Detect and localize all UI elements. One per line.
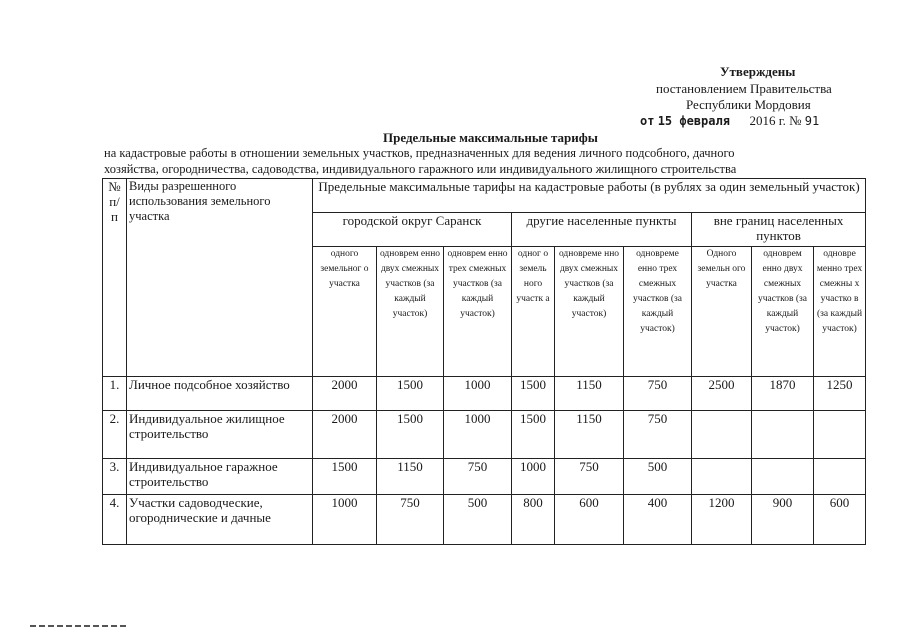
tariff-cell: 1500 [377, 411, 444, 459]
subheader-two-plots: одновреме нно двух смежных участков (за каждый участок) [555, 247, 624, 377]
row-number: 2. [103, 411, 127, 459]
tariff-cell: 1200 [692, 495, 752, 545]
table-row [103, 459, 866, 495]
tariff-cell: 1870 [752, 377, 814, 411]
col-header-number: № п/ п [103, 179, 127, 377]
tariff-cell: 750 [555, 459, 624, 495]
subheader-two-plots: одноврем енно двух смежных участков (за каждый участок) [377, 247, 444, 377]
tariff-cell [752, 459, 814, 495]
tariff-cell: 1500 [512, 377, 555, 411]
tariff-cell: 1000 [313, 495, 377, 545]
tariff-cell: 750 [444, 459, 512, 495]
tariff-cell: 2500 [692, 377, 752, 411]
tariff-cell [692, 411, 752, 459]
tariff-cell: 600 [555, 495, 624, 545]
tariff-cell: 1150 [555, 377, 624, 411]
tariff-cell: 1250 [814, 377, 866, 411]
approval-heading: Утверждены [720, 64, 796, 79]
approval-region: Республики Мордовия [686, 97, 811, 112]
tariff-cell: 1000 [444, 411, 512, 459]
tariff-table [102, 178, 866, 545]
document-subtitle-line-1: на кадастровые работы в отношении земельных участков, предназначенных для ведения личного подсобного, дачного [104, 146, 735, 160]
tariff-cell: 750 [377, 495, 444, 545]
row-number: 4. [103, 495, 127, 545]
tariff-cell: 600 [814, 495, 866, 545]
tariff-cell: 1500 [512, 411, 555, 459]
col-header-kind: Виды разрешенного использования земельного участка [127, 179, 313, 377]
approval-date-line [640, 113, 819, 129]
tariff-cell [814, 459, 866, 495]
subheader-single-plot: одного земельног о участка [313, 247, 377, 377]
tariff-cell: 1500 [377, 377, 444, 411]
tariff-cell: 1150 [555, 411, 624, 459]
subheader-single-plot: Одного земельн ого участка [692, 247, 752, 377]
subheader-three-plots: одновреме енно трех смежных участков (за каждый участок) [624, 247, 692, 377]
row-number: 1. [103, 377, 127, 411]
tariff-cell: 800 [512, 495, 555, 545]
tariff-cell: 400 [624, 495, 692, 545]
approval-date: 15 февраля [657, 114, 730, 128]
table-row [103, 495, 866, 545]
approval-authority: постановлением Правительства [656, 81, 832, 96]
row-kind: Участки садоводческие, огороднические и дачные [127, 495, 313, 545]
row-kind: Индивидуальное гаражное строительство [127, 459, 313, 495]
tariff-cell [814, 411, 866, 459]
approval-prefix: от [640, 114, 655, 128]
tariff-cell: 1500 [313, 459, 377, 495]
tariff-cell: 1000 [512, 459, 555, 495]
tariff-cell [692, 459, 752, 495]
tariff-cell [752, 411, 814, 459]
document-title: Предельные максимальные тарифы [383, 130, 598, 145]
tariff-cell: 900 [752, 495, 814, 545]
row-kind: Личное подсобное хозяйство [127, 377, 313, 411]
col-header-tariffs: Предельные максимальные тарифы на кадастровые работы (в рублях за один земельный участок) [313, 179, 866, 213]
subheader-three-plots: одноврем енно трех смежных участков (за каждый участок) [444, 247, 512, 377]
tariff-cell: 500 [624, 459, 692, 495]
subheader-single-plot: одног о земель ного участк а [512, 247, 555, 377]
scan-artifact-line [30, 625, 126, 627]
tariff-cell: 1150 [377, 459, 444, 495]
tariff-cell: 2000 [313, 377, 377, 411]
tariff-cell: 750 [624, 377, 692, 411]
row-number: 3. [103, 459, 127, 495]
zone-header-outside-settlements: вне границ населенных пунктов [692, 213, 866, 247]
table-row [103, 377, 866, 411]
tariff-cell: 2000 [313, 411, 377, 459]
zone-header-saransk: городской округ Саранск [313, 213, 512, 247]
tariff-cell: 500 [444, 495, 512, 545]
table-row [103, 411, 866, 459]
subheader-two-plots: одноврем енно двух смежных участков (за каждый участок) [752, 247, 814, 377]
zone-header-other-settlements: другие населенные пункты [512, 213, 692, 247]
row-kind: Индивидуальное жилищное строительство [127, 411, 313, 459]
document-subtitle-line-2: хозяйства, огородничества, садоводства, индивидуального гаражного или индивидуального жилищного строительства [104, 162, 737, 176]
subheader-three-plots: одновре менно трех смежны х участко в (за каждый участок) [814, 247, 866, 377]
tariff-cell: 1000 [444, 377, 512, 411]
tariff-cell: 750 [624, 411, 692, 459]
approval-year: 2016 г. № [749, 113, 802, 128]
approval-number: 91 [804, 114, 820, 128]
